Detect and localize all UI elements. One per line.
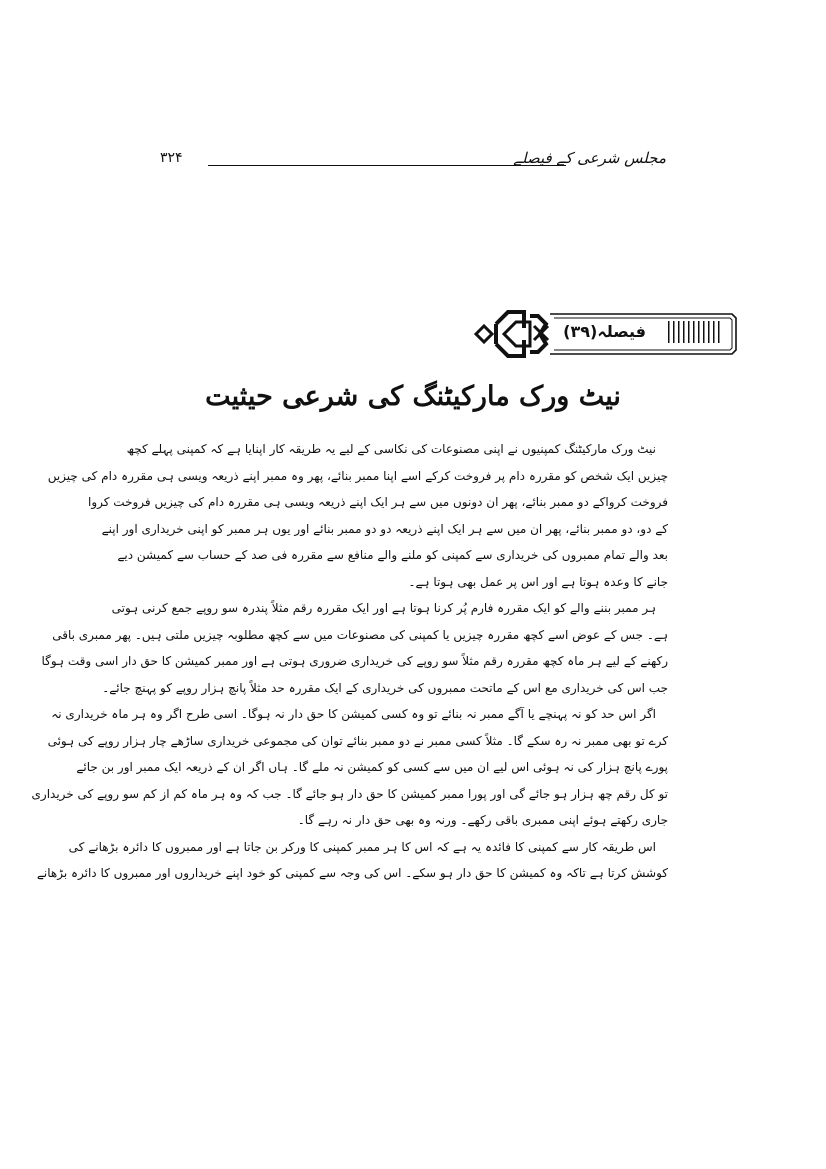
decision-banner xyxy=(474,306,738,364)
text-line: جانے کا وعدہ ہوتا ہے اور اس پر عمل بھی ہوتا ہے۔ xyxy=(408,574,668,589)
text-line: نیٹ ورک مارکیٹنگ کمپنیوں نے اپنی مصنوعات کی نکاسی کے لیے یہ طریقہ کار اپنایا ہے کہ کمپنی پہلے کچھ xyxy=(126,442,656,456)
text-line: تو کل رقم چھ ہزار ہو جائے گی اور پورا ممبر کمیشن کا حق دار ہو جائے گا۔ جب کہ وہ ہر ماہ کم از کم سو روپے کی خریداری xyxy=(31,786,668,801)
paragraph xyxy=(47,436,668,595)
text-line: رکھنے کے لیے ہر ماہ کچھ مقررہ رقم مثلاً سو روپے کی خریداری ضروری ہوتی ہے اور ممبر کمیشن کا حق دار اسی وقت ہوگا xyxy=(41,654,668,668)
text-line: اگر اس حد کو نہ پہنچے یا آگے ممبر نہ بنائے تو وہ کسی کمیشن کا حق دار نہ ہوگا۔ اسی طرح اگر وہ ہر ماہ خریداری نہ xyxy=(51,707,656,721)
text-line: فروخت کرواکے دو ممبر بنائے، پھر ان دونوں میں سے ہر ایک اپنے ذریعہ ویسی ہی مقررہ دام کی چیزیں فروخت کروا xyxy=(88,495,668,509)
banner-hatch-pattern xyxy=(668,321,720,343)
text-line: کرے تو بھی ممبر نہ رہ سکے گا۔ مثلاً کسی ممبر نے دو ممبر بنائے توان کی مجموعی خریداری ساڑھے چار ہزار روپے کی ہوئی xyxy=(47,733,668,748)
ornament-icon xyxy=(476,312,548,356)
running-header-rule xyxy=(208,165,566,166)
running-header xyxy=(160,148,666,174)
text-line: چیزیں ایک شخص کو مقررہ دام پر فروخت کرکے اسے اپنا ممبر بنائے، پھر وہ ممبر اپنے ذریعہ ویسی ہی مقررہ دام کی چیزیں xyxy=(47,468,668,483)
paragraph xyxy=(36,834,668,887)
text-line: بعد والے تمام ممبروں کی خریداری سے کمپنی کو ملنے والے منافع سے مقررہ فی صد کے حساب سے کمیشن دیے xyxy=(117,548,668,562)
paragraph xyxy=(41,595,668,701)
text-line: جب اس کی خریداری مع اس کے ماتحت ممبروں کی خریداری کے ایک مقررہ حد مثلاً پانچ ہزار روپے کو پہنچ جائے۔ xyxy=(102,680,668,695)
text-line: اس طریقہ کار سے کمپنی کا فائدہ یہ ہے کہ اس کا ہر ممبر کمپنی کا ورکر بن جاتا ہے اور ممبروں کا دائرہ بڑھانے کی xyxy=(68,839,656,854)
page-title: نیٹ ورک مارکیٹنگ کی شرعی حیثیت xyxy=(205,381,621,412)
decision-label: فیصلہ(۳۹) xyxy=(563,322,646,341)
page-number: ۳۲۴ xyxy=(160,150,183,166)
text-line: کوشش کرتا ہے تاکہ وہ کمیشن کا حق دار ہو سکے۔ اس کی وجہ سے کمپنی کو خود اپنے خریداروں اور ممبروں کا دائرہ بڑھانے xyxy=(36,866,668,880)
paragraph xyxy=(31,701,668,834)
text-line: ہے۔ جس کے عوض اسے کچھ مقررہ چیزیں یا کمپنی کی مصنوعات میں سے کچھ مطلوبہ چیزیں ملتی ہیں۔ پھر ممبری باقی xyxy=(52,627,668,642)
text-line: ہر ممبر بننے والے کو ایک مقررہ فارم پُر کرنا ہوتا ہے اور ایک مقررہ رقم مثلاً پندرہ سو روپے جمع کرنی ہوتی xyxy=(111,601,656,615)
text-line: جاری رکھتے ہوئے اپنی ممبری باقی رکھے۔ ورنہ وہ بھی حق دار نہ رہے گا۔ xyxy=(297,813,668,827)
body-text xyxy=(31,436,668,887)
text-line: پورے پانچ ہزار کی نہ ہوئی اس لیے ان میں سے کسی کو کمیشن نہ ملے گا۔ ہاں اگر ان کے ذریعہ ایک ممبر اور بن جائے xyxy=(76,760,668,774)
running-header-title: مجلس شرعی کے فیصلے xyxy=(513,149,666,167)
text-line: کے دو، دو ممبر بنائے، پھر ان میں سے ہر ایک اپنے ذریعہ دو دو ممبر بنائے اور یوں ہر ممبر کو اپنی خریداری اور اپنے xyxy=(101,521,668,536)
